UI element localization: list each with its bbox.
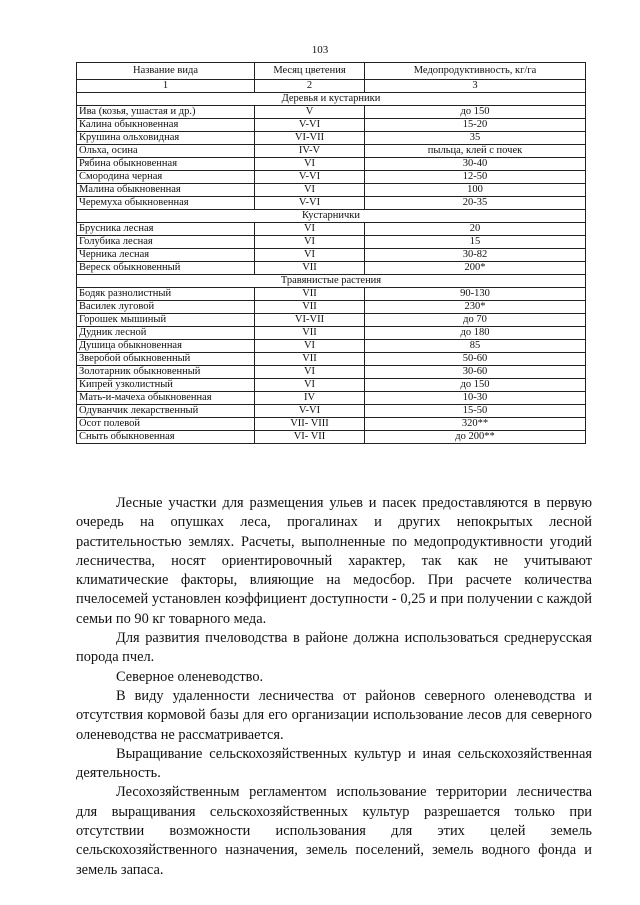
honey-productivity-cell: 320** xyxy=(365,418,586,431)
column-number: 2 xyxy=(255,80,365,93)
table-row xyxy=(77,184,586,197)
honey-productivity-cell: 100 xyxy=(365,184,586,197)
table-row xyxy=(77,392,586,405)
section-title: Кустарнички xyxy=(77,210,586,223)
species-name-cell: Смородина черная xyxy=(77,171,255,184)
honey-productivity-cell: 35 xyxy=(365,132,586,145)
table-row xyxy=(77,301,586,314)
table-row xyxy=(77,145,586,158)
table-row xyxy=(77,353,586,366)
flowering-month-cell: V xyxy=(255,106,365,119)
flowering-month-cell: VI-VII xyxy=(255,132,365,145)
table-header-row xyxy=(77,63,586,80)
section-header-row xyxy=(77,93,586,106)
paragraph: Лесохозяйственным регламентом использование территории лесничества для выращивания сельскохозяйственных культур разрешается только при отсутствии возможности использования для этих целей земель сельскохозяйственного назначения, земель поселений, земель водного фонда и земель запаса. xyxy=(76,784,592,878)
table-row xyxy=(77,171,586,184)
flowering-month-cell: VII- VIII xyxy=(255,418,365,431)
species-name-cell: Голубика лесная xyxy=(77,236,255,249)
column-number: 3 xyxy=(365,80,586,93)
species-name-cell: Брусника лесная xyxy=(77,223,255,236)
paragraph: В виду удаленности лесничества от районов северного оленеводства и отсутствия кормовой базы для его организации использование лесов для северного оленеводства не рассматривается. xyxy=(76,687,592,743)
header-honey-productivity: Медопродуктивность, кг/га xyxy=(365,63,586,80)
honey-productivity-cell: 15-20 xyxy=(365,119,586,132)
flowering-month-cell: VI xyxy=(255,379,365,392)
species-name-cell: Малина обыкновенная xyxy=(77,184,255,197)
honey-productivity-cell: 85 xyxy=(365,340,586,353)
honey-productivity-cell: до 150 xyxy=(365,379,586,392)
flowering-month-cell: VI xyxy=(255,340,365,353)
honey-productivity-cell: до 70 xyxy=(365,314,586,327)
table-row xyxy=(77,340,586,353)
table-row xyxy=(77,314,586,327)
flowering-month-cell: VI xyxy=(255,366,365,379)
flowering-month-cell: VII xyxy=(255,301,365,314)
table-row xyxy=(77,327,586,340)
table-row xyxy=(77,197,586,210)
table-row xyxy=(77,405,586,418)
honey-productivity-cell: пыльца, клей с почек xyxy=(365,145,586,158)
paragraph: Для развития пчеловодства в районе должна использоваться среднерусская порода пчел. xyxy=(76,630,592,666)
species-name-cell: Ольха, осина xyxy=(77,145,255,158)
species-name-cell: Дудник лесной xyxy=(77,327,255,340)
species-name-cell: Мать-и-мачеха обыкновенная xyxy=(77,392,255,405)
table-row xyxy=(77,418,586,431)
paragraph: Выращивание сельскохозяйственных культур и иная сельскохозяйственная деятельность. xyxy=(76,745,592,782)
species-name-cell: Золотарник обыкновенный xyxy=(77,366,255,379)
flowering-month-cell: V-VI xyxy=(255,119,365,132)
species-name-cell: Черника лесная xyxy=(77,249,255,262)
honey-productivity-cell: 15-50 xyxy=(365,405,586,418)
species-name-cell: Ива (козья, ушастая и др.) xyxy=(77,106,255,119)
honey-productivity-cell: 15 xyxy=(365,236,586,249)
species-name-cell: Сныть обыкновенная xyxy=(77,431,255,444)
species-name-cell: Вереск обыкновенный xyxy=(77,262,255,275)
species-name-cell: Зверобой обыкновенный xyxy=(77,353,255,366)
table-row xyxy=(77,119,586,132)
species-name-cell: Василек луговой xyxy=(77,301,255,314)
honey-productivity-cell: 50-60 xyxy=(365,353,586,366)
table-row xyxy=(77,132,586,145)
flowering-month-cell: VI xyxy=(255,184,365,197)
honey-productivity-cell: 12-50 xyxy=(365,171,586,184)
flowering-month-cell: VII xyxy=(255,353,365,366)
page-number: 103 xyxy=(311,44,329,56)
paragraph: Северное оленеводство. xyxy=(116,668,264,685)
table-body xyxy=(77,93,586,444)
honey-productivity-cell: 10-30 xyxy=(365,392,586,405)
header-flowering-month: Месяц цветения xyxy=(255,63,365,80)
table-row xyxy=(77,249,586,262)
table-row xyxy=(77,158,586,171)
section-header-row xyxy=(77,275,586,288)
species-name-cell: Душица обыкновенная xyxy=(77,340,255,353)
section-title: Деревья и кустарники xyxy=(77,93,586,106)
header-species-name: Название вида xyxy=(77,63,255,80)
section-header-row xyxy=(77,210,586,223)
flowering-month-cell: V-VI xyxy=(255,197,365,210)
species-name-cell: Рябина обыкновенная xyxy=(77,158,255,171)
flowering-month-cell: VII xyxy=(255,288,365,301)
species-name-cell: Бодяк разнолистный xyxy=(77,288,255,301)
species-name-cell: Одуванчик лекарственный xyxy=(77,405,255,418)
flowering-month-cell: IV xyxy=(255,392,365,405)
honey-productivity-cell: до 180 xyxy=(365,327,586,340)
flowering-month-cell: VI- VII xyxy=(255,431,365,444)
species-name-cell: Кипрей узколистный xyxy=(77,379,255,392)
flowering-month-cell: V-VI xyxy=(255,171,365,184)
flowering-month-cell: VI xyxy=(255,249,365,262)
table-row xyxy=(77,223,586,236)
honey-productivity-cell: до 150 xyxy=(365,106,586,119)
paragraph: Лесные участки для размещения ульев и пасек предоставляются в первую очередь на опушках леса, прогалинах и других непокрытых лесной растительностью землях. Расчеты, выполненные по медопродуктивности угодий лесничества, носят ориентировочный характер, так как не учитывают климатические факторы, влияющие на медосбор. При расчете количества пчелосемей установлен коэффициент доступности - 0,25 и при получении с каждой семьи по 90 кг товарного меда. xyxy=(76,495,592,627)
table-row xyxy=(77,288,586,301)
species-name-cell: Крушина ольховидная xyxy=(77,132,255,145)
honey-productivity-cell: 30-60 xyxy=(365,366,586,379)
table-row xyxy=(77,366,586,379)
column-number-row xyxy=(77,80,586,93)
table-row xyxy=(77,106,586,119)
body-text xyxy=(76,494,592,880)
column-number: 1 xyxy=(77,80,255,93)
flowering-month-cell: VI xyxy=(255,223,365,236)
species-name-cell: Черемуха обыкновенная xyxy=(77,197,255,210)
melliferous-plants-table xyxy=(76,62,586,444)
table-row xyxy=(77,379,586,392)
honey-productivity-cell: 20-35 xyxy=(365,197,586,210)
flowering-month-cell: VI xyxy=(255,236,365,249)
honey-productivity-cell: до 200** xyxy=(365,431,586,444)
species-name-cell: Калина обыкновенная xyxy=(77,119,255,132)
table-row xyxy=(77,236,586,249)
flowering-month-cell: VI xyxy=(255,158,365,171)
flowering-month-cell: IV-V xyxy=(255,145,365,158)
honey-productivity-cell: 20 xyxy=(365,223,586,236)
honey-productivity-cell: 30-40 xyxy=(365,158,586,171)
flowering-month-cell: VII xyxy=(255,262,365,275)
honey-productivity-cell: 200* xyxy=(365,262,586,275)
honey-productivity-cell: 230* xyxy=(365,301,586,314)
flowering-month-cell: V-VI xyxy=(255,405,365,418)
flowering-month-cell: VI-VII xyxy=(255,314,365,327)
section-title: Травянистые растения xyxy=(77,275,586,288)
species-name-cell: Горошек мышиный xyxy=(77,314,255,327)
flowering-month-cell: VII xyxy=(255,327,365,340)
honey-productivity-cell: 30-82 xyxy=(365,249,586,262)
species-name-cell: Осот полевой xyxy=(77,418,255,431)
table-row xyxy=(77,262,586,275)
honey-productivity-cell: 90-130 xyxy=(365,288,586,301)
table-row xyxy=(77,431,586,444)
